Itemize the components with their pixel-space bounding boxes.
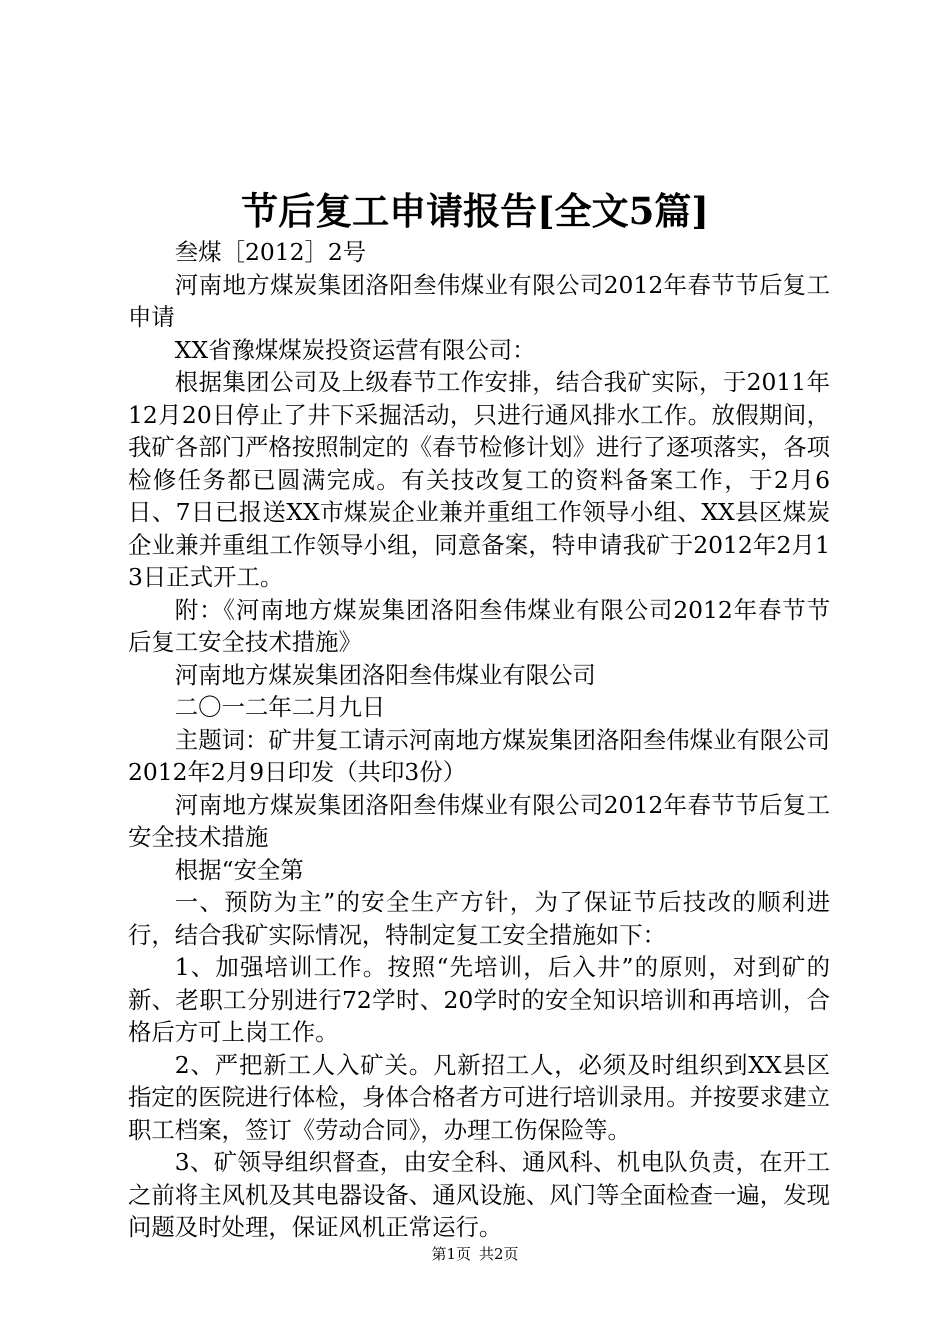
- list-item: 1、加强培训工作。按照“先培训，后入井”的原则，对到矿的新、老职工分别进行72学时、20学时的安全知识培训和再培训，合格后方可上岗工作。: [128, 953, 830, 1046]
- page-number: 第1页: [431, 1245, 471, 1263]
- attachment-line: 附：《河南地方煤炭集团洛阳叁伟煤业有限公司2012年春节节后复工安全技术措施》: [128, 595, 830, 656]
- document-title: 节后复工申请报告[全文5篇]: [241, 189, 709, 233]
- issuer-line: 河南地方煤炭集团洛阳叁伟煤业有限公司: [174, 660, 596, 689]
- document-body: [128, 236, 830, 1244]
- page-footer: [0, 1244, 950, 1264]
- application-subject: 河南地方煤炭集团洛阳叁伟煤业有限公司2012年春节节后复工申请: [128, 270, 830, 331]
- page-total: 共2页: [479, 1245, 519, 1263]
- list-item: 2、严把新工人入矿关。凡新招工人，必须及时组织到XX县区指定的医院进行体检，身体合格者方可进行培训录用。并按要求建立职工档案，签订《劳动合同》，办理工伤保险等。: [128, 1050, 830, 1144]
- recipient-line: XX省豫煤煤炭投资运营有限公司：: [174, 335, 536, 364]
- body-paragraph: 一、预防为主”的安全生产方针，为了保证节后技改的顺利进行，结合我矿实际情况，特制定复工安全措施如下：: [128, 888, 830, 949]
- section-heading: 河南地方煤炭集团洛阳叁伟煤业有限公司2012年春节节后复工安全技术措施: [128, 790, 830, 851]
- document-number: 叁煤［2012］2号: [174, 238, 367, 266]
- body-paragraph: 根据集团公司及上级春节工作安排，结合我矿实际，于2011年12月20日停止了井下采掘活动，只进行通风排水工作。放假期间，我矿各部门严格按照制定的《春节检修计划》进行了逐项落实，各项检修任务都已圆满完成。有关技改复工的资料备案工作，于2月6日、7日已报送XX市煤炭企业兼并重组工作领导小组、XX县区煤炭企业兼并重组工作领导小组，同意备案，特申请我矿于2012年2月13日正式开工。: [128, 368, 830, 591]
- keywords-line: 主题词：矿井复工请示河南地方煤炭集团洛阳叁伟煤业有限公司2012年2月9日印发（共印3份）: [128, 725, 830, 786]
- list-item: 3、矿领导组织督查，由安全科、通风科、机电队负责，在开工之前将主风机及其电器设备、通风设施、风门等全面检查一遍，发现问题及时处理，保证风机正常运行。: [128, 1148, 830, 1241]
- body-paragraph: 根据“安全第: [174, 855, 304, 884]
- date-line: 二〇一二年二月九日: [174, 693, 386, 721]
